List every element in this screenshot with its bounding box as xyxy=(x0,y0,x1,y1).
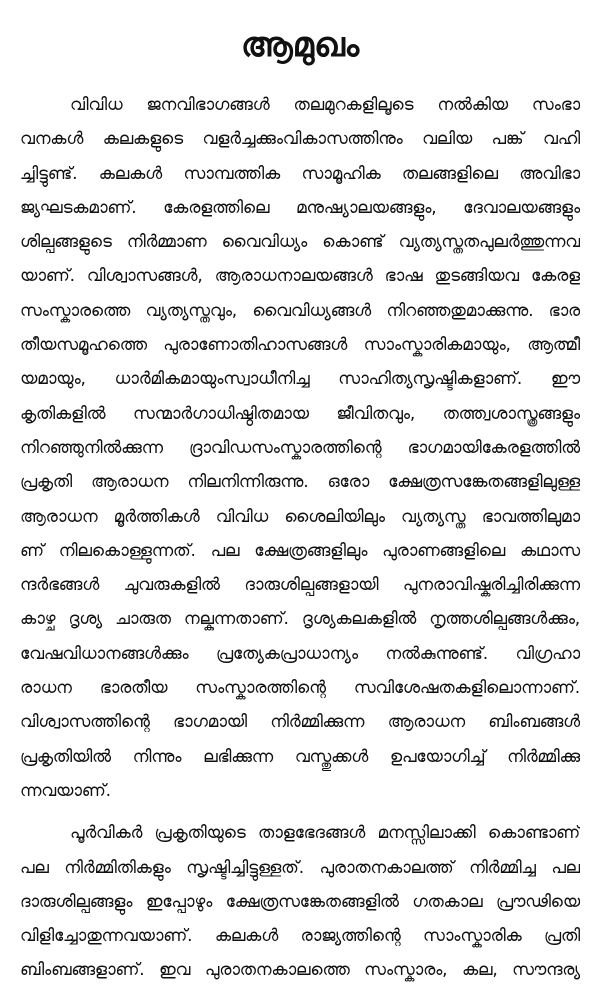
text-line: പ്രകൃതിയിൽ നിന്നും ലഭിക്കുന്ന വസ്തുക്കൾ ഉപയോഗിച്ച് നിർമ്മിക്കു xyxy=(20,746,580,767)
text-line: വേഷവിധാനങ്ങൾക്കും പ്രത്യേകപ്രാധാന്യം നൽകുന്നുണ്ട്. വിഗ്രഹാ xyxy=(20,643,580,664)
text-line: ച്ചിട്ടുണ്ട്. കലകൾ സാമ്പത്തിക സാമൂഹിക തലങ്ങളിലെ അവിഭാ xyxy=(20,163,580,184)
text-line: ശില്പങ്ങളുടെ നിർമ്മാണ വൈവിധ്യം കൊണ്ട് വ്യത്യസ്തതപുലർത്തുന്നവ xyxy=(20,232,580,253)
text-line: കൃതികളിൽ സന്മാർഗാധിഷ്ഠിതമായ ജീവിതവും, തത്ത്വശാസ്ത്രങ്ങളും xyxy=(20,403,580,424)
text-line: ന്നവയാണ്. xyxy=(20,780,111,801)
text-line: ന്ദർഭങ്ങൾ ചുവരുകളിൽ ദാരുശില്പങ്ങളായി പുനരാവിഷ്കരിച്ചിരിക്കുന്ന xyxy=(20,575,580,596)
text-line: കാഴ്ച ദൃശ്യ ചാരുത നല്കുന്നതാണ്. ദൃശ്യകലകളിൽ നൃത്തശില്പങ്ങൾക്കും, xyxy=(20,609,580,630)
text-line: ണ് നിലകൊള്ളുന്നത്. പല ക്ഷേത്രങ്ങളിലും പുരാണങ്ങളിലെ കഥാസ xyxy=(20,540,580,561)
text-line: വിളിച്ചോതുന്നവയാണ്. കലകൾ രാജ്യത്തിന്റെ സാംസ്കാരിക പ്രതി xyxy=(20,926,580,947)
text-line: ആരാധന മൂർത്തികൾ വിവിധ ശൈലിയിലും വ്യത്യസ്ത ഭാവത്തിലുമാ xyxy=(20,506,580,527)
text-line: യമായും, ധാർമികമായുംസ്വാധീനിച്ച സാഹിത്യസൃഷ്ടികളാണ്. ഈ xyxy=(20,369,580,390)
paragraph-1 xyxy=(20,88,580,808)
text-line: ബിംബങ്ങളാണ്. ഇവ പുരാതനകാലത്തെ സംസ്കാരം, കല, സൗന്ദര്യ xyxy=(20,960,580,981)
text-line: വിവിധ ജനവിഭാഗങ്ങൾ തലമുറകളിലൂടെ നൽകിയ സംഭാ xyxy=(70,95,580,115)
page-title: ആമുഖം xyxy=(240,25,360,65)
text-line: സംസ്കാരത്തെ വ്യത്യസ്തവും, വൈവിധ്യങ്ങൾ നിറഞ്ഞതുമാക്കുന്നു. ഭാര xyxy=(20,300,580,321)
text-line: ജ്യഘടകമാണ്. കേരളത്തിലെ മനുഷ്യാലയങ്ങളും, ദേവാലയങ്ങളും xyxy=(20,197,580,218)
text-line: രാധന ഭാരതീയ സംസ്കാരത്തിന്റെ സവിശേഷതകളിലൊന്നാണ്. xyxy=(20,678,580,699)
text-line: യാണ്. വിശ്വാസങ്ങൾ, ആരാധനാലയങ്ങൾ ഭാഷ തുടങ്ങിയവ കേരള xyxy=(20,266,580,287)
text-line: പല നിർമ്മിതികളും സൃഷ്ടിച്ചിട്ടുള്ളത്. പുരാതനകാലത്ത് നിർമ്മിച്ച പല xyxy=(20,857,580,878)
text-line: തീയസമൂഹത്തെ പുരാണോതിഹാസങ്ങൾ സാംസ്കാരികമായും, ആത്മീ xyxy=(20,335,580,356)
text-line: നിറഞ്ഞുനിൽക്കുന്ന ദ്രാവിഡസംസ്കാരത്തിന്റെ ഭാഗമായികേരളത്തിൽ xyxy=(20,437,580,458)
text-line: പ്രകൃതി ആരാധന നിലനിന്നിരുന്നു. ഒരോ ക്ഷേത്രസങ്കേതങ്ങളിലുള്ള xyxy=(20,472,580,493)
paragraph-2 xyxy=(20,816,580,987)
text-line: പൂർവികർ പ്രകൃതിയുടെ താളഭേദങ്ങൾ മനസ്സിലാക്കി കൊണ്ടാണ് xyxy=(70,823,580,844)
text-line: ദാരുശില്പങ്ങളും ഇപ്പോഴും ക്ഷേത്രസങ്കേതങ്ങളിൽ ഗതകാല പ്രൗഢിയെ xyxy=(20,891,580,912)
text-line: വിശ്വാസത്തിന്റെ ഭാഗമായി നിർമ്മിക്കുന്ന ആരാധന ബിംബങ്ങൾ xyxy=(20,712,580,733)
text-line: വനകൾ കലകളുടെ വളർച്ചക്കുംവികാസത്തിനും വലിയ പങ്ക് വഹി xyxy=(20,129,580,150)
